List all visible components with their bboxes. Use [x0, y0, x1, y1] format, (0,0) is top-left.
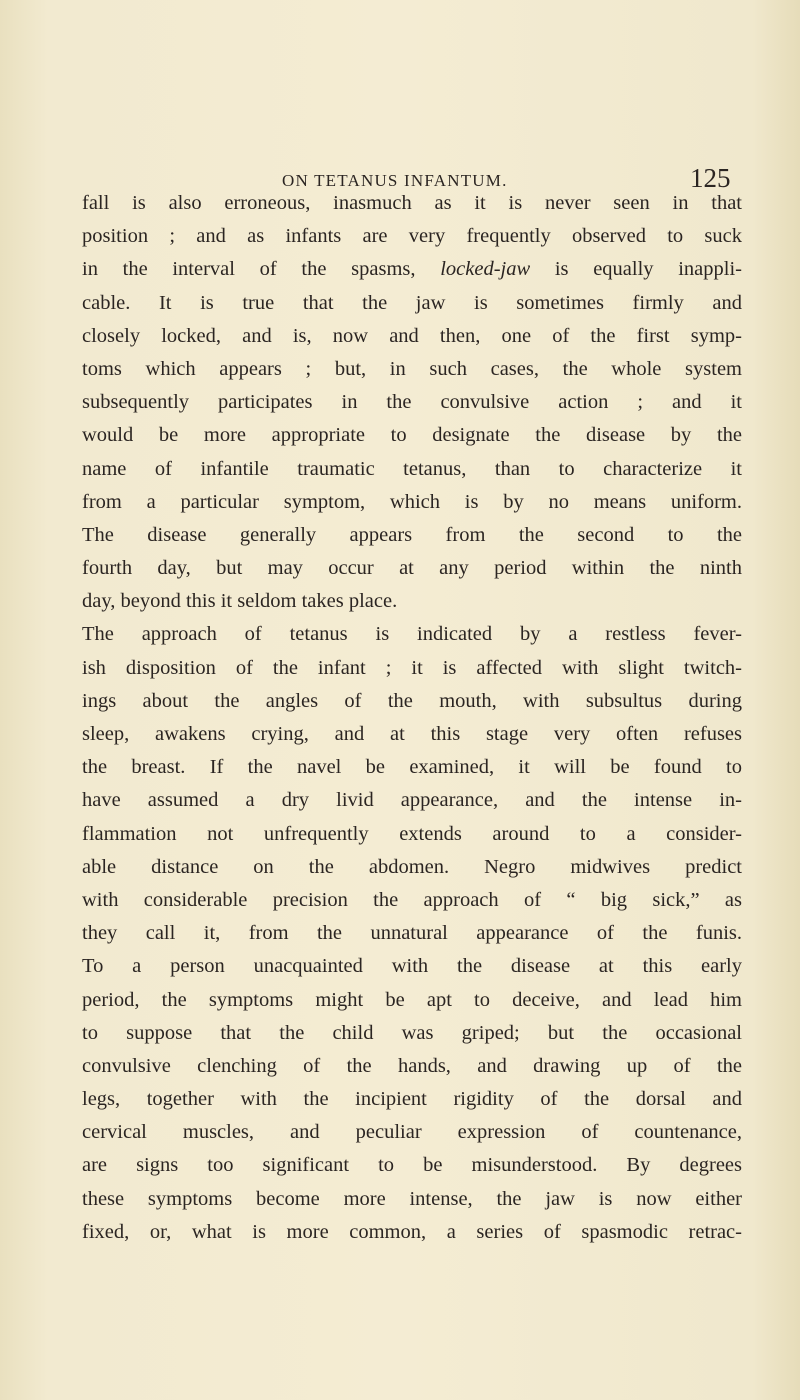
text-line: fixed, or, what is more common, a series of spasmodic retrac-	[82, 1220, 742, 1243]
text-line: flammation not unfrequently extends around to a consider-	[82, 822, 742, 845]
text-line: from a particular symptom, which is by no means uniform.	[82, 490, 742, 513]
text-line: would be more appropriate to designate the disease by the	[82, 424, 742, 447]
text-line: toms which appears ; but, in such cases, the whole system	[82, 357, 742, 380]
text-line: To a person unacquainted with the disease at this early	[82, 955, 742, 978]
text-line: name of infantile traumatic tetanus, than to characterize it	[82, 457, 742, 480]
text-line: fourth day, but may occur at any period within the ninth	[82, 557, 742, 580]
italic-term: locked-jaw	[440, 258, 531, 281]
text-line: they call it, from the unnatural appearance of the funis.	[82, 922, 742, 945]
text-line: closely locked, and is, now and then, one of the first symp-	[82, 324, 742, 347]
text-line: The approach of tetanus is indicated by a restless fever-	[82, 623, 742, 646]
text-line: fall is also erroneous, inasmuch as it is never seen in that	[82, 192, 742, 214]
text-line: able distance on the abdomen. Negro midwives predict	[82, 855, 742, 878]
text-line: cervical muscles, and peculiar expression of countenance,	[82, 1121, 742, 1144]
text-line: period, the symptoms might be apt to deceive, and lead him	[82, 988, 742, 1011]
text-line: day, beyond this it seldom takes place.	[82, 590, 398, 613]
text-line: legs, together with the incipient rigidity of the dorsal and	[82, 1088, 742, 1111]
text-line: are signs too significant to be misunderstood. By degrees	[82, 1154, 742, 1177]
text-line: in the interval of the spasms, locked-jaw is equally inappli-	[82, 258, 742, 281]
text-line: cable. It is true that the jaw is sometimes firmly and	[82, 291, 742, 314]
text-line: position ; and as infants are very frequently observed to suck	[82, 225, 742, 248]
text-line: to suppose that the child was griped; but the occasional	[82, 1021, 742, 1044]
text-line: sleep, awakens crying, and at this stage very often refuses	[82, 723, 742, 745]
text-line: have assumed a dry livid appearance, and the intense in-	[82, 789, 742, 812]
text-line: ings about the angles of the mouth, with subsultus during	[82, 689, 742, 712]
text-line: The disease generally appears from the second to the	[82, 523, 742, 546]
text-line: subsequently participates in the convulsive action ; and it	[82, 391, 742, 414]
body-text	[82, 187, 742, 1249]
text-line: these symptoms become more intense, the jaw is now either	[82, 1187, 742, 1210]
text-line: the breast. If the navel be examined, it will be found to	[82, 756, 742, 779]
text-line: convulsive clenching of the hands, and drawing up of the	[82, 1054, 742, 1077]
text-line: with considerable precision the approach of “ big sick,” as	[82, 888, 742, 911]
page-number: 125	[690, 163, 731, 193]
running-title: ON TETANUS INFANTUM.	[282, 171, 508, 190]
text-line: ish disposition of the infant ; it is affected with slight twitch-	[82, 656, 742, 679]
